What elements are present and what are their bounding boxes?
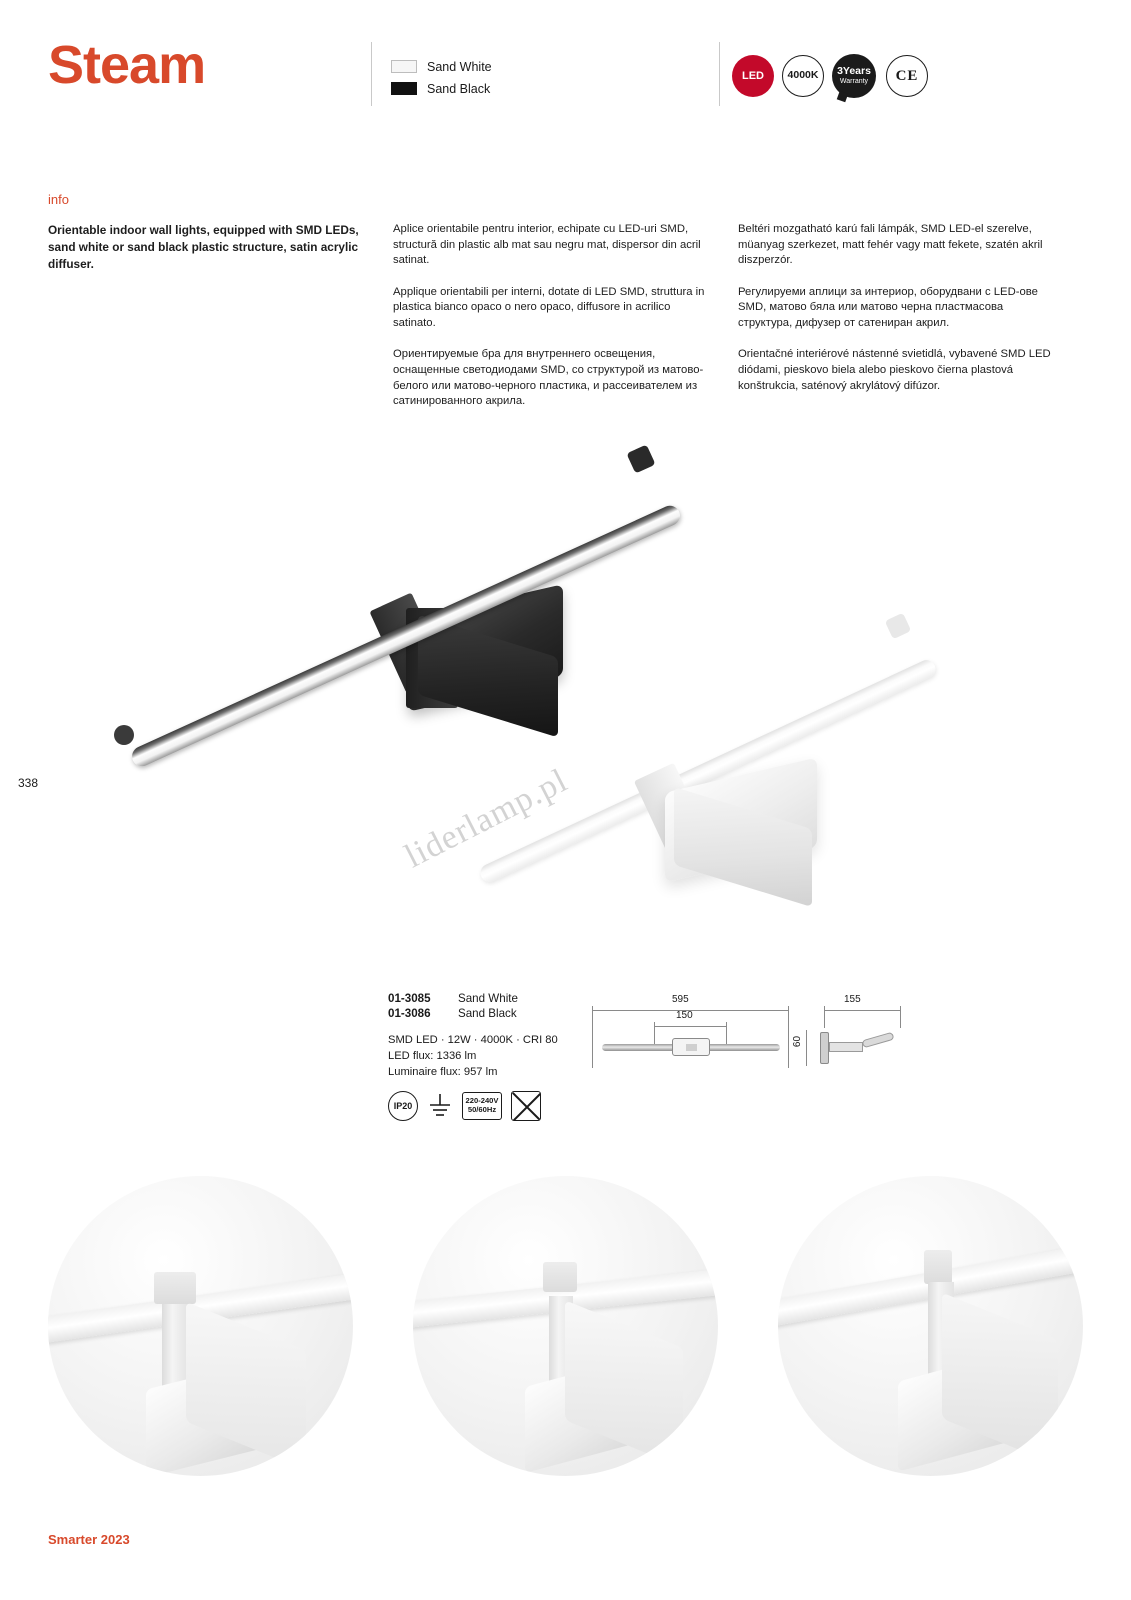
detail-photo-row xyxy=(48,1176,1083,1476)
led-badge: LED xyxy=(732,55,774,97)
detail-photo-wall-bracket xyxy=(778,1176,1083,1476)
product-black-end-cap-left xyxy=(114,725,134,745)
info-paragraph: Ориентируемые бра для внутреннего освещения, оснащенные светодиодами SMD, со структурой из матово-белого или матово-черного пластика, и рассеивателем из сатинированного акрила. xyxy=(393,348,704,408)
info-column-en xyxy=(48,222,393,426)
detail-joint xyxy=(924,1250,952,1284)
spec-tech-line: LED flux: 1336 lm xyxy=(388,1049,477,1062)
info-paragraph: Orientable indoor wall lights, equipped with SMD LEDs, sand white or sand black plastic structure, satin acrylic diffuser. xyxy=(48,223,359,271)
spec-icon-row xyxy=(388,1091,588,1121)
warranty-years-label: 3Years xyxy=(837,65,871,78)
swatch-black-icon xyxy=(391,82,417,95)
front-view-right-extension xyxy=(788,1006,789,1068)
info-column-ro-it-ru xyxy=(393,222,738,426)
detail-photo-mount xyxy=(413,1176,718,1476)
warranty-badge xyxy=(832,54,876,98)
voltage-icon xyxy=(462,1092,502,1120)
product-black-light-bar xyxy=(129,502,683,769)
spec-code-row xyxy=(388,992,588,1005)
info-heading: info xyxy=(48,192,69,207)
watermark: liderlamp.pl xyxy=(399,761,574,876)
header-divider-2 xyxy=(719,42,720,106)
side-view-depth-dimension-line xyxy=(824,1010,901,1011)
swatch-white-icon xyxy=(391,60,417,73)
info-paragraph: Beltéri mozgatható karú fali lámpák, SMD LED-el szerelve, müanyag szerkezet, matt fehér vagy matt fekete, szatén akril diszperzór. xyxy=(738,223,1043,267)
info-paragraph: Applique orientabili per interni, dotate di LED SMD, struttura in plastica bianco opaco o nero opaco, diffusore in acrilico satinato. xyxy=(393,285,705,329)
spec-technical-details xyxy=(388,1033,588,1081)
info-column-hu-bg-sk xyxy=(738,222,1083,426)
earth-class-i-glyph xyxy=(427,1091,453,1121)
finish-label: Sand White xyxy=(427,59,492,74)
side-view-light-bar xyxy=(862,1032,895,1049)
specification-block xyxy=(388,992,588,1121)
finish-item-sand-black xyxy=(391,79,492,98)
info-paragraph: Регулируеми аплици за интериор, оборудвани с LED-ове SMD, матово бяла или матово черна пластмасова структура, дифузер от сатениран акрил. xyxy=(738,285,1038,329)
spec-finish: Sand White xyxy=(458,992,518,1005)
product-black-end-cap xyxy=(626,444,655,473)
side-view-height-dimension-line xyxy=(806,1030,807,1066)
side-view-height-label: 60 xyxy=(792,1035,804,1048)
spec-code-row xyxy=(388,1007,588,1020)
header-divider-1 xyxy=(371,42,372,106)
product-white-end-cap xyxy=(885,613,912,640)
badge-group xyxy=(732,54,928,98)
front-view-left-extension xyxy=(592,1006,593,1068)
spec-finish: Sand Black xyxy=(458,1007,517,1020)
front-view-arm xyxy=(686,1044,697,1051)
side-view-arm xyxy=(829,1042,863,1052)
ip-rating-icon: IP20 xyxy=(388,1091,418,1121)
ce-mark-icon: CE xyxy=(886,55,928,97)
spec-code: 01-3085 xyxy=(388,992,431,1005)
finish-list xyxy=(391,57,492,101)
detail-joint xyxy=(154,1272,196,1304)
spec-tech-line: SMD LED · 12W · 4000K · CRI 80 xyxy=(388,1034,558,1046)
finish-item-sand-white xyxy=(391,57,492,76)
side-view-depth-label: 155 xyxy=(844,994,861,1005)
info-paragraph: Orientačné interiérové nástenné svietidlá, vybavené SMD LED diódami, pieskovo biela alebo pieskovo čierna plastová konštrukcia, saténový akrylátový difúzor. xyxy=(738,348,1051,392)
front-view-width-label: 595 xyxy=(672,994,689,1005)
mount-width-dimension-line xyxy=(654,1026,727,1027)
dimension-drawings xyxy=(592,988,922,1103)
warranty-label: Warranty xyxy=(839,77,869,85)
mount-width-label: 150 xyxy=(676,1010,693,1021)
page-number: 338 xyxy=(18,776,39,790)
product-hero-image xyxy=(40,430,940,950)
detail-joint xyxy=(543,1262,577,1292)
page-title: Steam xyxy=(48,35,206,95)
spec-code: 01-3086 xyxy=(388,1007,431,1020)
finish-label: Sand Black xyxy=(427,81,491,96)
voltage-line-1: 220-240V xyxy=(465,1096,499,1105)
info-columns xyxy=(48,222,1083,426)
earth-class-i-icon xyxy=(427,1091,453,1121)
cct-badge: 4000K xyxy=(782,55,824,97)
spec-tech-line: Luminaire flux: 957 lm xyxy=(388,1065,498,1078)
side-view-wall-plate xyxy=(820,1032,829,1064)
non-dimmable-icon xyxy=(511,1091,541,1121)
detail-photo-joint xyxy=(48,1176,353,1476)
page-header xyxy=(0,0,1131,140)
info-paragraph: Aplice orientabile pentru interior, echipate cu LED-uri SMD, structură din plastic alb mat sau negru mat, dispersor din acril satinat. xyxy=(393,223,701,267)
voltage-line-2: 50/60Hz xyxy=(467,1104,497,1114)
footer-label: Smarter 2023 xyxy=(48,1532,130,1547)
